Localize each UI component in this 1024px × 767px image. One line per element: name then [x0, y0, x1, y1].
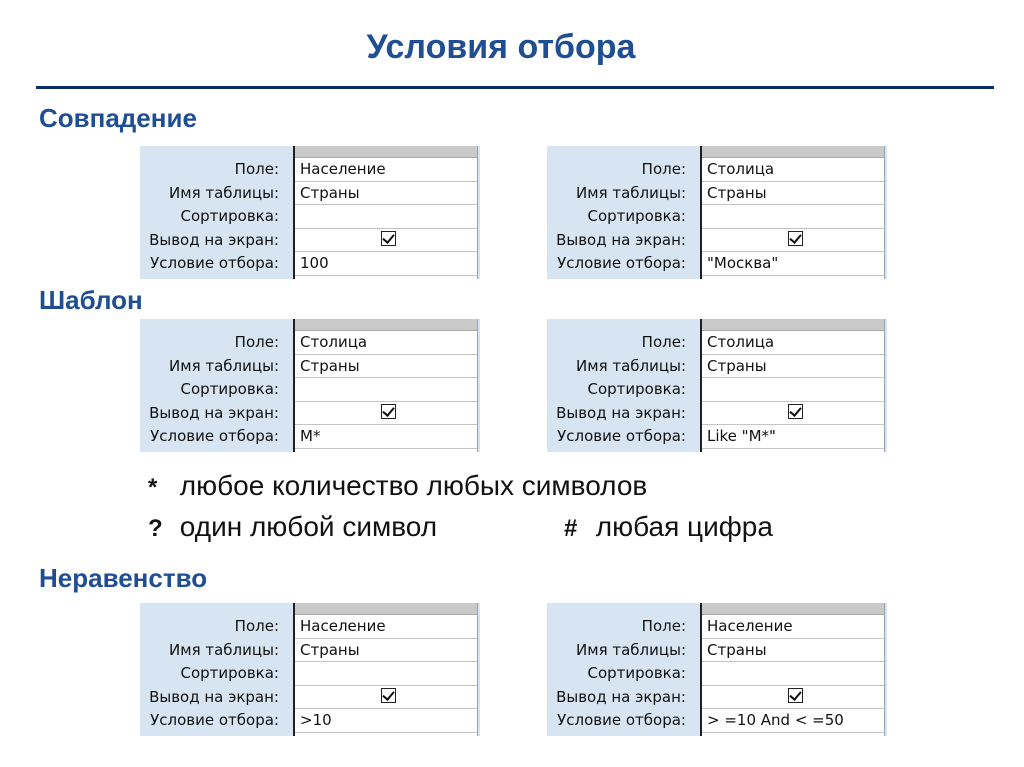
column-selector[interactable] [295, 319, 477, 331]
field-cell[interactable]: Население [295, 158, 477, 182]
section-heading-inequality: Неравенство [39, 563, 208, 593]
checkbox-checked-icon[interactable] [788, 404, 803, 419]
field-cell[interactable]: Население [702, 615, 884, 639]
row-label: Имя таблицы: [169, 640, 279, 659]
row-label: Сортировка: [587, 664, 686, 682]
field-cell[interactable]: Столица [702, 158, 884, 182]
section-heading-match: Совпадение [39, 103, 197, 133]
query-grid-ineq-left [140, 603, 480, 736]
column-selector[interactable] [295, 146, 477, 158]
query-grid-pattern-right [547, 319, 887, 452]
sort-cell[interactable] [702, 378, 884, 402]
query-grid-match-left [140, 146, 480, 279]
criteria-cell[interactable]: > =10 And < =50 [702, 709, 884, 733]
checkbox-checked-icon[interactable] [381, 404, 396, 419]
checkbox-checked-icon[interactable] [381, 231, 396, 246]
grid-column [700, 603, 885, 736]
row-label: Поле: [234, 160, 279, 178]
show-cell[interactable] [702, 402, 884, 426]
legend-star [148, 470, 647, 502]
field-cell[interactable]: Население [295, 615, 477, 639]
column-selector[interactable] [295, 603, 477, 615]
checkbox-checked-icon[interactable] [788, 688, 803, 703]
row-label: Имя таблицы: [576, 183, 686, 202]
row-label: Вывод на экран: [556, 230, 686, 249]
row-label: Сортировка: [587, 207, 686, 225]
sort-cell[interactable] [295, 205, 477, 229]
row-label: Вывод на экран: [149, 403, 279, 422]
row-label: Сортировка: [180, 664, 279, 682]
checkbox-checked-icon[interactable] [788, 231, 803, 246]
section-heading-pattern: Шаблон [39, 285, 143, 315]
row-label: Поле: [641, 160, 686, 178]
row-label: Вывод на экран: [149, 230, 279, 249]
grid-column [700, 319, 885, 452]
row-label: Условие отбора: [150, 427, 279, 445]
show-cell[interactable] [702, 229, 884, 253]
row-label: Вывод на экран: [556, 687, 686, 706]
row-labels [547, 615, 694, 733]
column-selector[interactable] [702, 319, 884, 331]
row-label: Имя таблицы: [576, 640, 686, 659]
row-labels [140, 331, 287, 449]
row-label: Имя таблицы: [576, 356, 686, 375]
row-label: Условие отбора: [557, 711, 686, 729]
row-label: Сортировка: [587, 380, 686, 398]
table-cell[interactable]: Страны [295, 355, 477, 379]
row-label: Сортировка: [180, 207, 279, 225]
sort-cell[interactable] [295, 662, 477, 686]
table-cell[interactable]: Страны [702, 355, 884, 379]
checkbox-checked-icon[interactable] [381, 688, 396, 703]
row-labels [140, 158, 287, 276]
show-cell[interactable] [295, 229, 477, 253]
asterisk-symbol: * [148, 474, 158, 501]
row-label: Условие отбора: [150, 711, 279, 729]
field-cell[interactable]: Столица [702, 331, 884, 355]
grid-column [293, 319, 478, 452]
table-cell[interactable]: Страны [295, 182, 477, 206]
row-label: Вывод на экран: [149, 687, 279, 706]
row-label: Условие отбора: [150, 254, 279, 272]
legend-question [148, 511, 773, 543]
criteria-cell[interactable]: Like "М*" [702, 425, 884, 449]
criteria-cell[interactable]: М* [295, 425, 477, 449]
row-label: Поле: [234, 333, 279, 351]
legend-hash [564, 511, 773, 543]
criteria-cell[interactable]: "Москва" [702, 252, 884, 276]
row-label: Поле: [641, 617, 686, 635]
grid-column [700, 146, 885, 279]
column-selector[interactable] [702, 146, 884, 158]
grid-column [293, 146, 478, 279]
row-label: Сортировка: [180, 380, 279, 398]
show-cell[interactable] [702, 686, 884, 710]
hash-symbol: # [564, 515, 578, 542]
legend-question-text: один любой символ [179, 511, 438, 542]
sort-cell[interactable] [295, 378, 477, 402]
row-label: Поле: [234, 617, 279, 635]
criteria-cell[interactable]: 100 [295, 252, 477, 276]
row-label: Имя таблицы: [169, 183, 279, 202]
show-cell[interactable] [295, 686, 477, 710]
criteria-cell[interactable]: >10 [295, 709, 477, 733]
row-label: Поле: [641, 333, 686, 351]
row-label: Условие отбора: [557, 427, 686, 445]
column-selector[interactable] [702, 603, 884, 615]
query-grid-pattern-left [140, 319, 480, 452]
row-labels [547, 331, 694, 449]
sort-cell[interactable] [702, 205, 884, 229]
page-title: Условия отбора [366, 28, 636, 66]
legend-hash-text: любая цифра [595, 511, 773, 542]
show-cell[interactable] [295, 402, 477, 426]
row-labels [547, 158, 694, 276]
row-labels [140, 615, 287, 733]
row-label: Вывод на экран: [556, 403, 686, 422]
row-label: Имя таблицы: [169, 356, 279, 375]
sort-cell[interactable] [702, 662, 884, 686]
field-cell[interactable]: Столица [295, 331, 477, 355]
table-cell[interactable]: Страны [702, 182, 884, 206]
query-grid-match-right [547, 146, 887, 279]
grid-column [293, 603, 478, 736]
table-cell[interactable]: Страны [295, 639, 477, 663]
title-divider [36, 86, 994, 89]
row-label: Условие отбора: [557, 254, 686, 272]
question-symbol: ? [148, 515, 163, 542]
legend-star-text: любое количество любых символов [179, 470, 648, 501]
table-cell[interactable]: Страны [702, 639, 884, 663]
query-grid-ineq-right [547, 603, 887, 736]
